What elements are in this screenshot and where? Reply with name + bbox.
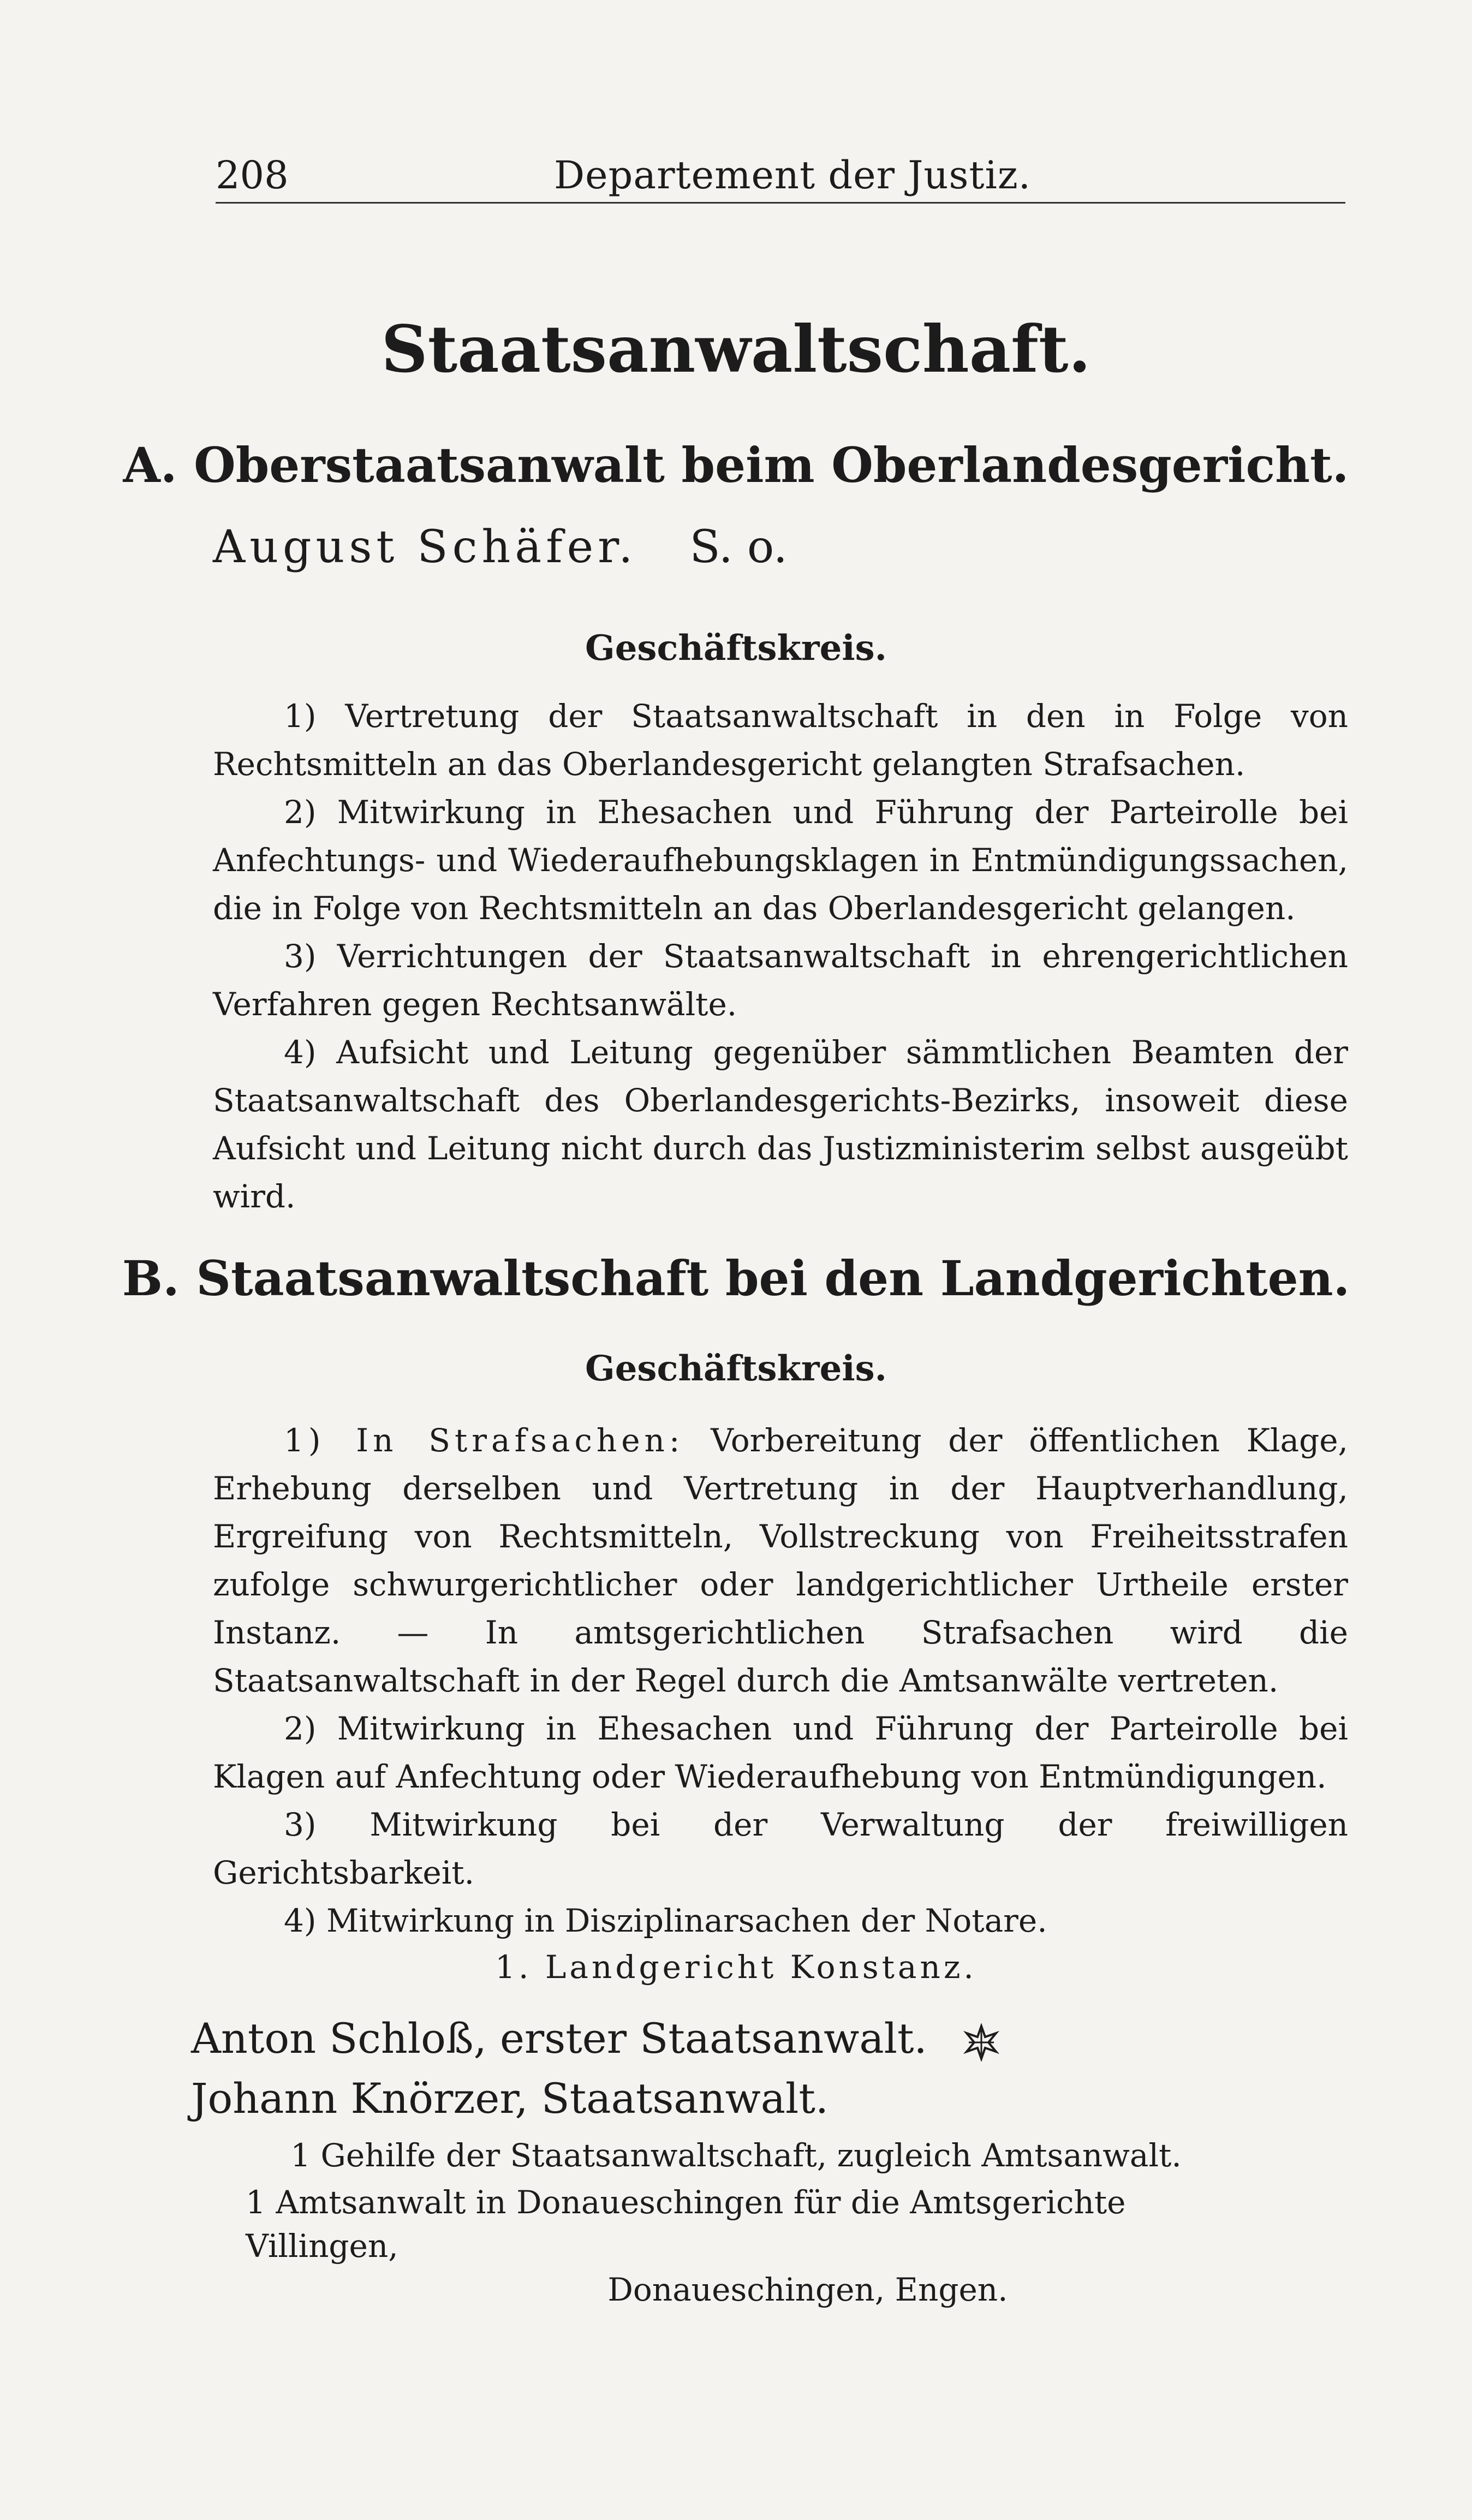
section-b-subheading: Geschäftskreis.: [585, 1348, 887, 1389]
page-number: 208: [216, 153, 289, 198]
item-text: Vorbereitung der öffentlichen Klage, Erhebung derselben und Vertretung in der Hauptverhandlung, Ergreifung von Rechtsmitteln, Vollstreckung von Freiheitsstrafen zufolge schwurgerichtlicher oder landgerichtlicher Urtheile erster Instanz. — In amtsgerichtlichen Strafsachen wird die Staatsanwaltschaft in der Regel durch die Amtsanwälte vertreten.: [213, 1422, 1348, 1699]
list-item: [213, 1416, 1348, 1705]
list-item: 3) Verrichtungen der Staatsanwaltschaft in ehrengerichtlichen Verfahren gegen Rechtsanwälte.: [213, 938, 1348, 1023]
section-a-person: [213, 521, 788, 573]
person-name: August Schäfer.: [213, 521, 637, 573]
running-title: Departement der Justiz.: [554, 153, 1032, 198]
cross-icon: [962, 2023, 1000, 2061]
list-item: 1) Vertretung der Staatsanwaltschaft in den in Folge von Rechtsmitteln an das Oberlandesgericht gelangten Strafsachen.: [213, 698, 1348, 783]
list-item: 2) Mitwirkung in Ehesachen und Führung der Parteirolle bei Klagen auf Anfechtung oder Wiederaufhebung von Entmündigungen.: [213, 1710, 1348, 1795]
list-item: 3) Mitwirkung bei der Verwaltung der freiwilligen Gerichtsbarkeit.: [213, 1806, 1348, 1891]
item-label: 1) In Strafsachen:: [284, 1422, 684, 1459]
note-amtsanwalt: [246, 2181, 1283, 2312]
staff-entry: [191, 2074, 829, 2123]
note-line: 1 Amtsanwalt in Donaueschingen für die Amtsgerichte Villingen,: [246, 2184, 1126, 2265]
section-b-items: [213, 1416, 1348, 1945]
page-header: [216, 147, 1345, 204]
section-b-heading: B. Staatsanwaltschaft bei den Landgerichten.: [122, 1250, 1350, 1307]
court-heading: 1. Landgericht Konstanz.: [495, 1949, 977, 1986]
section-a-items: [213, 692, 1348, 1220]
staff-name: Johann Knörzer, Staatsanwalt.: [191, 2074, 829, 2123]
list-item: 2) Mitwirkung in Ehesachen und Führung der Parteirolle bei Anfechtungs- und Wiederaufhebungsklagen in Entmündigungssachen, die in Folge von Rechtsmitteln an das Oberlandesgericht gelangen.: [213, 794, 1348, 927]
list-item: 4) Aufsicht und Leitung gegenüber sämmtlichen Beamten der Staatsanwaltschaft des Oberlandesgerichts-Bezirks, insoweit diese Aufsicht und Leitung nicht durch das Justizministerim selbst ausgeübt wird.: [213, 1034, 1348, 1215]
section-a-heading: A. Oberstaatsanwalt beim Oberlandesgericht.: [123, 437, 1349, 493]
page-title: Staatsanwaltschaft.: [381, 311, 1091, 387]
note-line: Donaueschingen, Engen.: [607, 2271, 1008, 2308]
staff-entry: [191, 2014, 1000, 2063]
staff-name: Anton Schloß, erster Staatsanwalt.: [191, 2014, 927, 2063]
section-a-subheading: Geschäftskreis.: [585, 628, 887, 669]
person-suffix: S. o.: [689, 521, 788, 573]
note-gehilfe: 1 Gehilfe der Staatsanwaltschaft, zugleich Amtsanwalt.: [290, 2137, 1182, 2174]
list-item: 4) Mitwirkung in Disziplinarsachen der Notare.: [284, 1902, 1047, 1939]
